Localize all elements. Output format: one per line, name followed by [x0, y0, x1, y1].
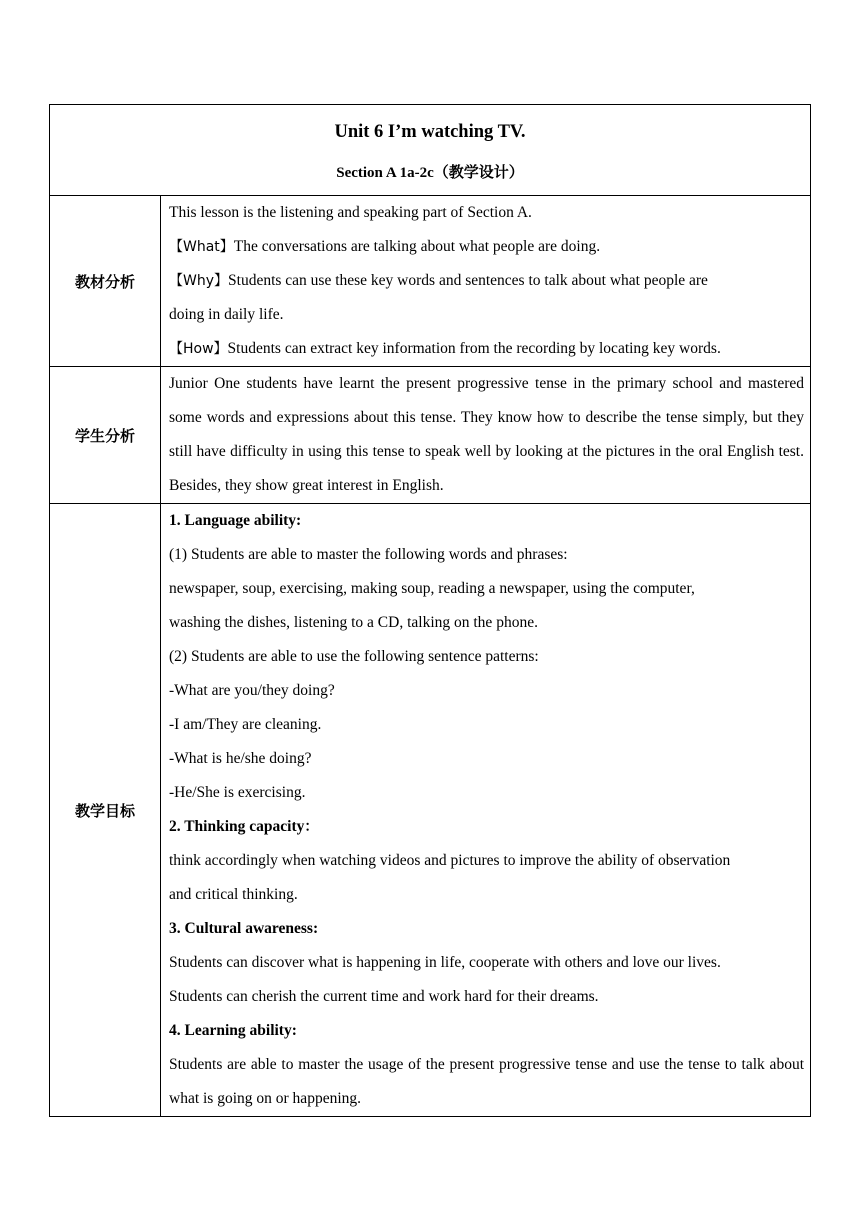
what-tag: 【What】	[169, 239, 234, 255]
student-analysis-label: 学生分析	[50, 367, 161, 504]
goal-line: washing the dishes, listening to a CD, talking on the phone.	[169, 614, 538, 631]
material-line-how	[169, 332, 804, 366]
material-line-intro: This lesson is the listening and speaking part of Section A.	[169, 204, 532, 221]
goal-line: -What is he/she doing?	[169, 750, 312, 767]
goal-heading-thinking	[169, 810, 804, 844]
title-row	[50, 105, 811, 196]
goal-line: and critical thinking.	[169, 886, 298, 903]
teaching-goals-content	[161, 504, 811, 1117]
student-analysis-row	[50, 367, 811, 504]
material-analysis-row	[50, 196, 811, 367]
student-analysis-text: Junior One students have learnt the present progressive tense in the primary school and mastered some words and expressions about this tense. They know how to describe the tense simply, but they still have difficulty in using this tense to speak well by looking at the pictures in the oral English test. Besides, they show great interest in English.	[169, 375, 804, 494]
goal-line-learning: Students are able to master the usage of the present progressive tense and use the tense to talk about what is going on or happening.	[169, 1056, 804, 1107]
goal-line: Students can cherish the current time and work hard for their dreams.	[169, 988, 599, 1005]
student-analysis-content	[161, 367, 811, 504]
goal-line: newspaper, soup, exercising, making soup, reading a newspaper, using the computer,	[169, 580, 695, 597]
goal-line: (2) Students are able to use the following sentence patterns:	[169, 648, 539, 665]
material-line-why	[169, 264, 804, 298]
goal-heading-learning: 4. Learning ability:	[169, 1022, 297, 1039]
goal-line: Students can discover what is happening in life, cooperate with others and love our lives.	[169, 954, 721, 971]
goal-heading-language: 1. Language ability:	[169, 512, 302, 529]
material-line-why-cont: doing in daily life.	[169, 306, 284, 323]
how-text: Students can extract key information from the recording by locating key words.	[227, 340, 721, 357]
thinking-heading-colon: ：	[304, 819, 319, 835]
why-text: Students can use these key words and sentences to talk about what people are	[228, 272, 708, 289]
subtitle-section: Section A 1a-2c	[336, 164, 434, 181]
material-line-what	[169, 230, 804, 264]
subtitle-cjk: （教学设计）	[433, 162, 524, 181]
what-text: The conversations are talking about what people are doing.	[233, 238, 601, 255]
material-analysis-label: 教材分析	[50, 196, 161, 367]
how-tag: 【How】	[169, 341, 228, 357]
material-analysis-content	[161, 196, 811, 367]
teaching-goals-row	[50, 504, 811, 1117]
goal-line: (1) Students are able to master the following words and phrases:	[169, 546, 568, 563]
goal-heading-cultural: 3. Cultural awareness:	[169, 920, 319, 937]
goal-line: -I am/They are cleaning.	[169, 716, 322, 733]
goal-line: think accordingly when watching videos and pictures to improve the ability of observation	[169, 852, 731, 869]
goal-line: -What are you/they doing?	[169, 682, 335, 699]
why-tag: 【Why】	[169, 273, 229, 289]
thinking-heading-text: 2. Thinking capacity	[169, 818, 305, 835]
document-title: Unit 6 I’m watching TV.	[334, 121, 526, 142]
teaching-goals-label: 教学目标	[50, 504, 161, 1117]
goal-line: -He/She is exercising.	[169, 784, 306, 801]
document-subtitle	[50, 163, 810, 182]
lesson-plan-table	[49, 104, 811, 1117]
title-cell	[50, 105, 811, 196]
